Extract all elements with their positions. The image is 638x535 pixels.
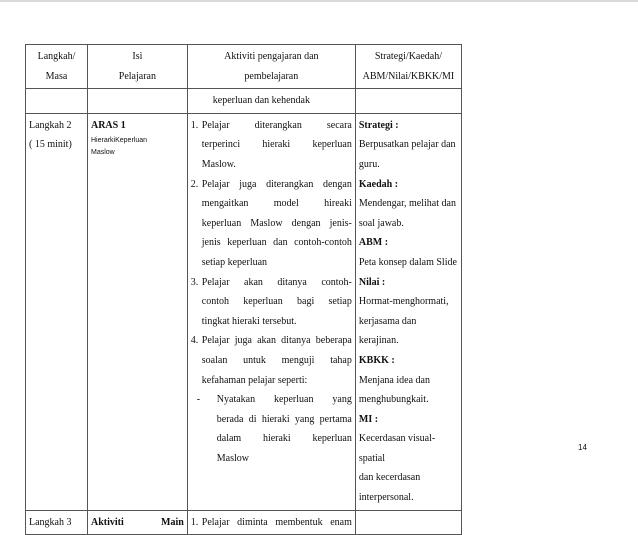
content-cell [87, 113, 187, 510]
header-aktiviti: Aktiviti pengajaran dan pembelajaran [187, 45, 355, 89]
activities-cell: 1. Pelajar diminta membentuk enam [187, 510, 355, 535]
page-top-rule [0, 0, 638, 2]
header-langkah-masa: Langkah/ Masa [26, 45, 88, 89]
table-row-langkah-2 [26, 113, 462, 510]
header-isi-pelajaran: Isi Pelajaran [87, 45, 187, 89]
step-cell [26, 113, 88, 510]
lesson-plan-table [25, 44, 462, 535]
continuation-row [26, 89, 462, 114]
abm-label: ABM : [358, 237, 389, 249]
table-header-row [26, 45, 462, 89]
continuation-text: keperluan dan kehendak [187, 89, 355, 114]
list-item: 1. Pelajar diterangkan secara terperinci hieraki keperluan Maslow. [190, 119, 352, 170]
list-item: 4. Pelajar juga akan ditanya beberapa soalan untuk menguji tahap kefahaman pelajar seperti: [190, 335, 352, 386]
content-line: Maslow [90, 149, 115, 157]
page-number: 14 [578, 443, 587, 452]
step-duration: ( 15 minit) [29, 139, 72, 151]
content-cell: Aktiviti Main [87, 510, 187, 535]
activity-list [191, 116, 352, 390]
values-label: Nilai : [358, 276, 386, 288]
sub-question: - Nyatakan keperluan yang berada di hieraki yang pertama dalam hieraki keperluan Maslow [196, 394, 352, 464]
strategy-cell: Strategi : Berpusatkan pelajar dan guru. Kaedah : Mendengar, melihat dan soal jawab. ABM : Peta konsep dalam Slide Nilai : Hormat-menghormati, kerjasama dan kerajinan. KBKK : Menjana idea dan menghubungkait. MI : Kecerdasan visual-spatial dan kecerdasan interpersonal. [355, 113, 461, 510]
content-title: ARAS 1 [90, 119, 126, 131]
list-item: 3. Pelajar akan ditanya contoh- contoh keperluan bagi setiap tingkat hieraki tersebut. [190, 276, 352, 327]
kbkk-label: KBKK : [358, 354, 395, 366]
method-label: Kaedah : [358, 178, 399, 190]
table-row-langkah-3 [26, 510, 462, 535]
activities-cell [187, 113, 355, 510]
step-label: Langkah 2 [29, 119, 72, 131]
content-line: HierarkiKeperluan [90, 137, 148, 145]
mi-label: MI : [358, 413, 379, 425]
list-item: 2. Pelajar juga diterangkan dengan mengaitkan model hireaki keperluan Maslow dengan jenis- jenis keperluan dan contoh-contoh setiap keperluan [190, 178, 352, 268]
step-cell: Langkah 3 [26, 510, 88, 535]
header-strategi: Strategi/Kaedah/ ABM/Nilai/KBKK/MI [355, 45, 461, 89]
strategy-label: Strategi : [358, 119, 399, 131]
